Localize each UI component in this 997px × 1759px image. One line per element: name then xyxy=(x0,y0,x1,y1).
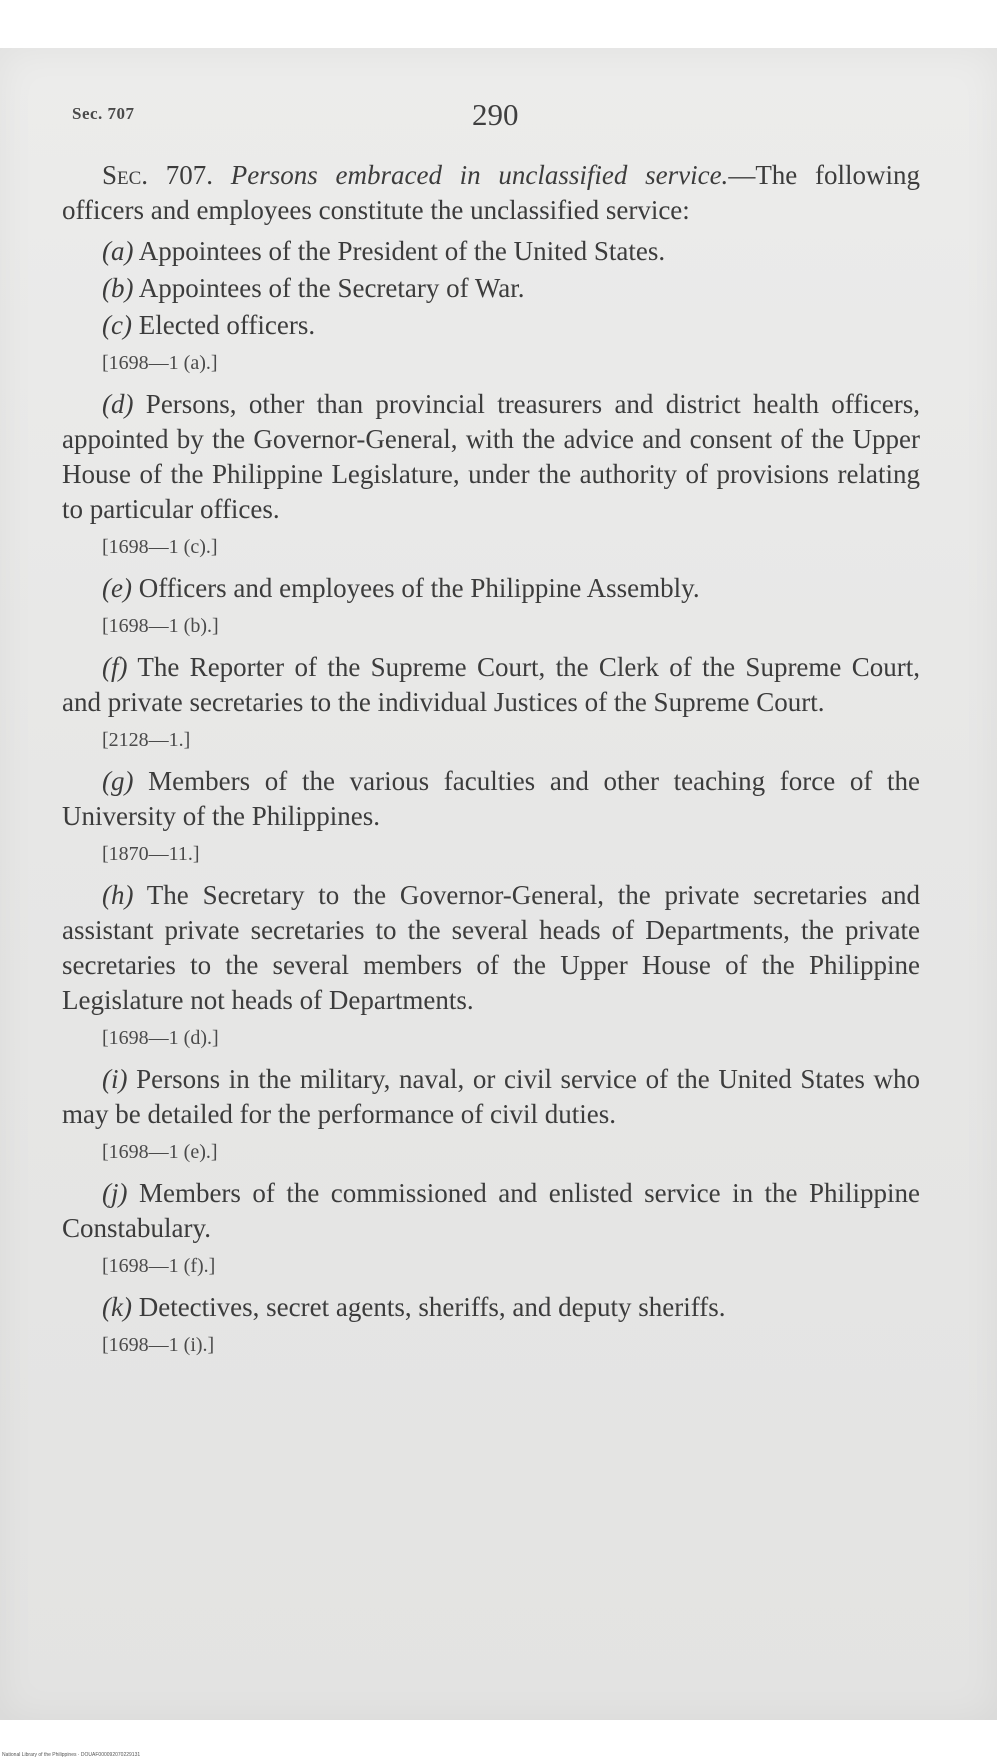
item-letter: (e) xyxy=(102,573,132,603)
item-text: The Reporter of the Supreme Court, the Clerk of the Supreme Court, and private secretaries to the individual Justices of the Supreme Court. xyxy=(62,652,921,717)
page-number: 290 xyxy=(472,97,519,132)
paragraph-h xyxy=(62,878,920,1018)
list-item-a xyxy=(62,234,920,269)
item-letter: (d) xyxy=(102,389,134,419)
citation: [1870—11.] xyxy=(102,843,200,865)
item-letter: (j) xyxy=(102,1178,128,1208)
paragraph-e xyxy=(62,571,920,606)
item-letter: (b) xyxy=(102,273,134,303)
section-running-head: Sec. 707 xyxy=(72,104,135,123)
citation: [1698—1 (d).] xyxy=(102,1027,219,1049)
item-letter: (h) xyxy=(102,880,134,910)
item-letter: (k) xyxy=(102,1292,132,1322)
intro-text: —The following officers and employees constitute the unclassified service: xyxy=(62,160,921,225)
item-text: Officers and employees of the Philippine Assembly. xyxy=(138,573,700,603)
item-text: Appointees of the Secretary of War. xyxy=(138,273,525,303)
paragraph-f xyxy=(62,650,920,720)
paragraph-j xyxy=(62,1176,920,1246)
citation: [1698—1 (e).] xyxy=(102,1141,218,1163)
item-letter: (f) xyxy=(102,652,128,682)
item-letter: (i) xyxy=(102,1064,128,1094)
paragraph-g xyxy=(62,764,920,834)
item-letter: (c) xyxy=(102,310,132,340)
item-text: Members of the various faculties and other teaching force of the University of the Philippines. xyxy=(62,766,921,831)
citation: [2128—1.] xyxy=(102,729,191,751)
citation: [1698—1 (c).] xyxy=(102,536,218,558)
item-text: Detectives, secret agents, sheriffs, and deputy sheriffs. xyxy=(138,1292,726,1322)
citation: [1698—1 (b).] xyxy=(102,615,219,637)
citation: [1698—1 (i).] xyxy=(102,1334,215,1356)
paragraph-i xyxy=(62,1062,920,1132)
paragraph-k xyxy=(62,1290,920,1325)
item-text: The Secretary to the Governor-General, the private secretaries and assistant private secretaries to the several heads of Departments, the private secretaries to the several members of the Upper House of the Philippine Legislature not heads of Departments. xyxy=(62,880,921,1015)
intro-paragraph xyxy=(62,158,920,228)
item-text: Appointees of the President of the United States. xyxy=(138,236,666,266)
item-text: Members of the commissioned and enlisted service in the Philippine Constabulary. xyxy=(62,1178,920,1243)
list-item-c xyxy=(62,308,920,343)
item-letter: (a) xyxy=(102,236,134,266)
citation: [1698—1 (a).] xyxy=(102,352,218,374)
item-text: Persons, other than provincial treasurers and district health officers, appointed by the Governor-General, with the advice and consent of the Upper House of the Philippine Legislature, under the authority of provisions relating to particular offices. xyxy=(62,389,921,524)
section-heading: Persons embraced in unclassified service. xyxy=(230,160,729,190)
section-label: Sec. 707. xyxy=(102,160,214,190)
citation: [1698—1 (f).] xyxy=(102,1255,216,1277)
item-text: Persons in the military, naval, or civil service of the United States who may be detailed for the performance of civil duties. xyxy=(62,1064,921,1129)
item-letter: (g) xyxy=(102,766,134,796)
list-item-b xyxy=(62,271,920,306)
item-text: Elected officers. xyxy=(138,310,316,340)
document-body xyxy=(62,158,920,1369)
paragraph-d xyxy=(62,387,920,527)
scan-footer: National Library of the Philippines · DOUAF000092070229131 xyxy=(2,1752,141,1758)
